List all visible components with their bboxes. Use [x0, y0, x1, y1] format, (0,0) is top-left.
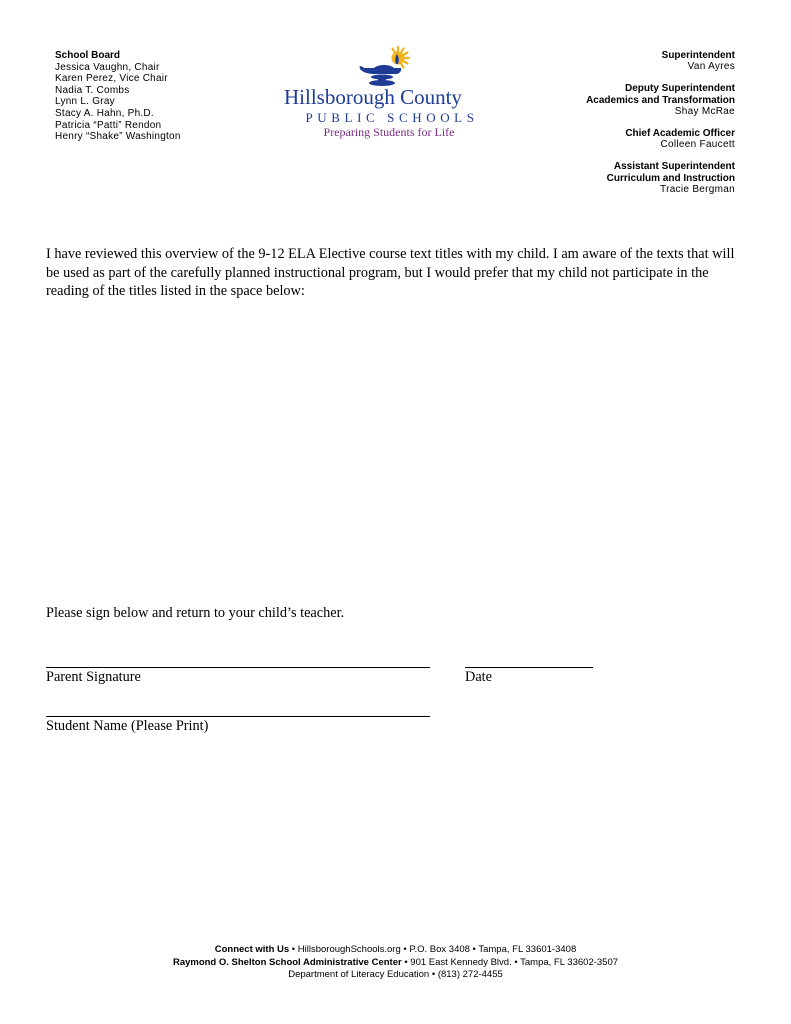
footer [0, 944, 791, 982]
parent-signature-label: Parent Signature [46, 669, 141, 685]
student-name-label: Student Name (Please Print) [46, 718, 209, 734]
admin-entry [586, 50, 735, 73]
district-logo [284, 44, 499, 144]
logo-name: Hillsborough County [284, 85, 462, 109]
lamp-of-learning-icon [356, 44, 422, 90]
admin-title: Superintendent [661, 50, 735, 61]
footer-center-name: Raymond O. Shelton School Administrative Center [172, 956, 402, 968]
school-board-heading: School Board [55, 50, 121, 61]
footer-line-2 [0, 957, 791, 970]
footer-address: • 901 East Kennedy Blvd. • Tampa, FL 33602-3507 [401, 956, 619, 968]
board-member: Karen Perez, Vice Chair [55, 73, 168, 85]
footer-line-1 [0, 944, 791, 957]
date-line[interactable] [465, 667, 593, 668]
admin-name: Colleen Faucett [660, 139, 735, 151]
admin-name: Shay McRae [674, 106, 735, 118]
parent-signature-line[interactable] [46, 667, 430, 668]
board-member: Jessica Vaughn, Chair [55, 61, 160, 73]
logo-tagline: Preparing Students for Life [323, 125, 455, 139]
intro-paragraph: I have reviewed this overview of the 9-12 ELA Elective course text titles with my child. I am aware of the texts that will be used as part of the carefully planned instructional program, but I would prefer that my child not participate in the reading of the titles listed in the space below: [46, 246, 735, 299]
student-name-line[interactable] [46, 716, 430, 717]
school-board [55, 50, 181, 143]
board-member: Nadia T. Combs [55, 84, 130, 96]
board-member: Lynn L. Gray [55, 96, 115, 108]
board-member: Stacy A. Hahn, Ph.D. [55, 107, 154, 119]
admin-entry [586, 161, 735, 195]
date-label: Date [465, 669, 492, 685]
admin-name: Van Ayres [687, 61, 735, 73]
admin-title: Assistant Superintendent [613, 161, 735, 173]
board-member: Patricia “Patti” Rendon [55, 119, 162, 131]
board-member: Henry “Shake” Washington [55, 131, 181, 143]
admin-title-line2: Academics and Transformation [586, 94, 735, 106]
admin-name: Tracie Bergman [660, 184, 735, 196]
footer-line-3: Department of Literacy Education • (813) 272-4455 [288, 969, 503, 980]
admin-title-line2: Curriculum and Instruction [606, 172, 735, 184]
instruction-text: Please sign below and return to your child’s teacher. [46, 605, 345, 621]
admin-title: Chief Academic Officer [625, 128, 735, 140]
administration [586, 50, 735, 206]
admin-entry [586, 128, 735, 151]
logo-subtitle: PUBLIC SCHOOLS [305, 110, 479, 125]
footer-connect-label: Connect with Us [214, 944, 290, 955]
footer-contact: • HillsboroughSchools.org • P.O. Box 3408 • Tampa, FL 33601-3408 [289, 944, 577, 955]
admin-entry [586, 83, 735, 117]
admin-title: Deputy Superintendent [624, 83, 735, 95]
